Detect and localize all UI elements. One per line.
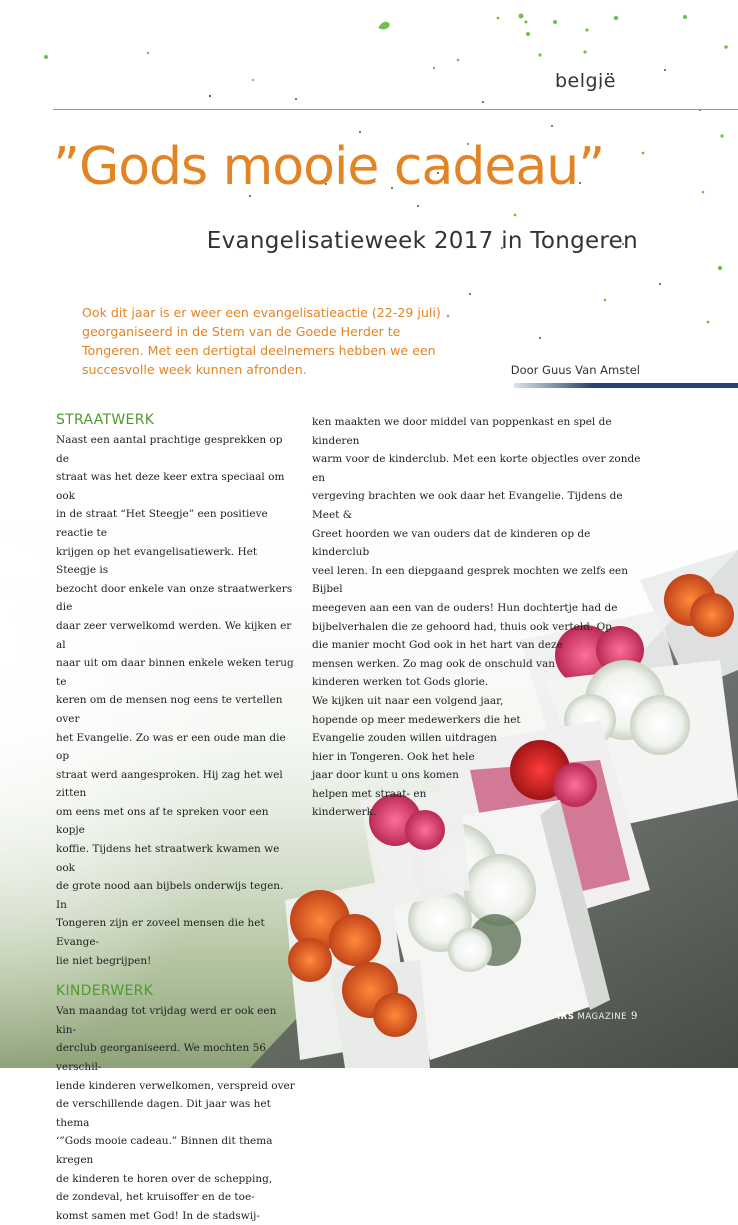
text-line: het Evangelie. Zo was er een oude man die op — [56, 731, 286, 763]
text-line: krijgen op het evangelisatiewerk. Het Steegje is — [56, 545, 258, 577]
footer-brand: IRS — [557, 1012, 575, 1022]
text-line: de kinderen te horen over de schepping, — [56, 1172, 273, 1185]
text-line: in de straat “Het Steegje” een positieve reactie te — [56, 508, 268, 539]
text-line: derclub georganiseerd. We mochten 56 verschil- — [56, 1042, 266, 1073]
article-author: Door Guus Van Amstel — [510, 363, 640, 377]
header-rule — [53, 109, 738, 110]
page-number: 9 — [631, 1011, 638, 1022]
text-line: kinderen werken tot Gods glorie. — [312, 676, 489, 689]
text-line: We kijken uit naar een volgend jaar, — [312, 694, 504, 707]
text-line: vergeving brachten we ook daar het Evangelie. Tijdens de Meet & — [312, 490, 623, 521]
column-left — [56, 411, 296, 1225]
text-line: meegeven aan een van de ouders! Hun dochtertje had de — [312, 601, 618, 614]
text-line: jaar door kunt u ons komen — [312, 769, 459, 782]
text-line: Tongeren zijn er zoveel mensen die het Evange- — [56, 917, 265, 949]
text-line: ‘”Gods mooie cadeau.” Binnen dit thema kregen — [56, 1135, 273, 1166]
text-line: Naast een aantal prachtige gesprekken op de — [56, 434, 283, 465]
text-line: kinderwerk. — [312, 806, 377, 819]
straatwerk-body — [56, 431, 296, 970]
text-line: hier in Tongeren. Ook het hele — [312, 750, 475, 763]
text-line: daar zeer verwelkomd werden. We kijken er al — [56, 619, 292, 651]
text-line: straat was het deze keer extra speciaal om ook — [56, 471, 285, 502]
magazine-footer — [557, 1012, 627, 1022]
text-line: hopende op meer medewerkers die het — [312, 713, 521, 726]
intro-text: Ook dit jaar is er weer een evangelisatieactie (22-29 juli) georganiseerd in de Stem van de Goede Herder te Tongeren. Met een dertigtal deelnemers hebben we een succesvolle week kunnen afronden. — [82, 305, 441, 377]
text-line: naar uit om daar binnen enkele weken terug te — [56, 657, 294, 688]
text-line: de zondeval, het kruisoffer en de toe- — [56, 1191, 255, 1204]
section-label: belgië — [554, 70, 616, 92]
text-line: straat werd aangesproken. Hij zag het wel zitten — [56, 768, 283, 800]
text-line: bezocht door enkele van onze straatwerkers die — [56, 582, 293, 614]
text-line: helpen met straat- en — [312, 787, 427, 800]
column-right — [312, 413, 642, 822]
text-line: om eens met ons af te spreken voor een kopje — [56, 805, 269, 837]
article-subtitle: Evangelisatieweek 2017 in Tongeren — [206, 228, 638, 254]
text-line: de verschillende dagen. Dit jaar was het thema — [56, 1098, 271, 1129]
article-title: ”Gods mooie cadeau” — [53, 137, 605, 197]
text-line: koffie. Tijdens het straatwerk kwamen we ook — [56, 843, 280, 874]
text-line: die manier mocht God ook in het hart van deze — [312, 639, 563, 652]
author-accent-bar — [514, 383, 738, 388]
text-line: keren om de mensen nog eens te vertellen over — [56, 694, 283, 725]
text-line: ken maakten we door middel van poppenkast en spel de kinderen — [312, 416, 612, 447]
text-line: lie niet begrijpen! — [56, 954, 152, 967]
text-line: de grote nood aan bijbels onderwijs tegen. In — [56, 880, 284, 911]
kinderwerk-body — [56, 1002, 296, 1225]
footer-magazine: MAGAZINE — [577, 1012, 628, 1022]
text-line: warm voor de kinderclub. Met een korte objectles over zonde en — [312, 453, 641, 484]
text-line: bijbelverhalen die ze gehoord had, thuis ook verteld. Op — [312, 620, 612, 633]
article-intro — [82, 303, 462, 379]
text-line: Evangelie zouden willen uitdragen — [312, 732, 497, 745]
text-line: lende kinderen verwelkomen, verspreid over — [56, 1079, 295, 1092]
heading-kinderwerk: KINDERWERK — [56, 983, 154, 1000]
text-line: veel leren. In een diepgaand gesprek mochten we zelfs een Bijbel — [312, 564, 629, 596]
text-line: Van maandag tot vrijdag werd er ook een kin- — [56, 1005, 277, 1036]
text-line: mensen werken. Zo mag ook de onschuld van — [312, 657, 555, 670]
text-line: komst samen met God! In de stadswij- — [56, 1209, 260, 1222]
text-line: Greet hoorden we van ouders dat de kinderen op de kinderclub — [312, 527, 591, 559]
heading-straatwerk: STRAATWERK — [56, 412, 155, 428]
